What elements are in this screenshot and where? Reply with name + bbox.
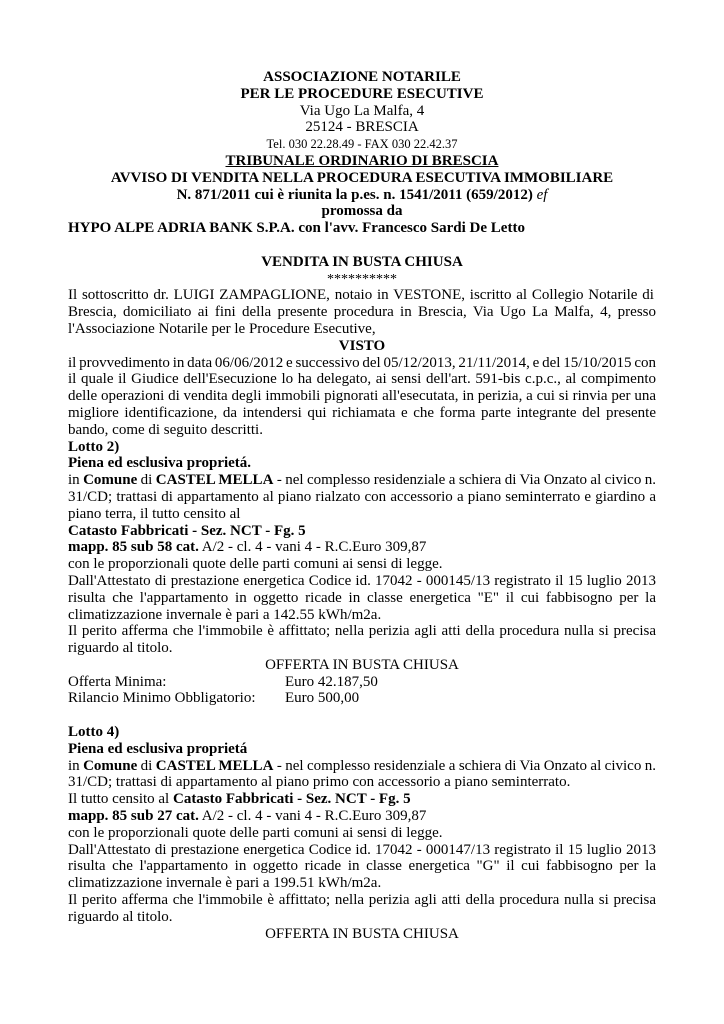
text-segment: di <box>137 757 156 774</box>
text-line-content <box>322 203 403 220</box>
text-line <box>68 153 656 170</box>
text-line-content <box>68 556 442 573</box>
text-segment: A/2 - cl. 4 - vani 4 - R.C.Euro 309,87 <box>198 808 427 825</box>
text-line <box>68 506 656 523</box>
text-line-content <box>111 170 613 187</box>
text-segment: Piena ed esclusiva proprietá. <box>68 455 252 472</box>
text-segment: 31/CD; trattasi di appartamento al piano rialzato con accessorio a piano seminterrato e giardino a <box>68 488 656 505</box>
text-line <box>68 573 656 590</box>
text-line-content <box>327 271 397 289</box>
text-segment: il quale il Giudice dell'Esecuzione lo ha delegato, ai sensi dell'art. 591-bis c.p.c., al compimento <box>68 371 656 388</box>
text-line-content <box>339 338 385 355</box>
text-line <box>68 808 656 825</box>
text-line-content <box>305 119 418 136</box>
text-line <box>68 321 656 338</box>
text-line-content <box>68 405 656 422</box>
text-segment: mapp. 85 sub 27 cat. <box>68 808 199 825</box>
text-segment: climatizzazione invernale è pari a 142.55 kWh/m2a. <box>68 606 382 623</box>
text-line <box>68 170 656 187</box>
field-label: Rilancio Minimo Obbligatorio: <box>68 690 256 707</box>
text-segment: ********** <box>327 271 397 287</box>
text-segment: Il perito afferma che l'immobile è affittato; nella perizia agli atti della procedura nulla si precisa <box>68 623 656 640</box>
text-line <box>68 439 656 456</box>
text-segment: Catasto Fabbricati - Sez. NCT - Fg. 5 <box>172 791 411 808</box>
text-segment: Comune <box>83 757 138 774</box>
text-line <box>68 690 656 707</box>
text-line-content <box>226 153 499 170</box>
text-line-content <box>300 103 424 120</box>
text-line-content <box>68 489 656 506</box>
text-line-content <box>68 607 381 624</box>
text-line <box>68 791 656 808</box>
text-line-content <box>68 640 173 657</box>
text-line <box>68 69 656 86</box>
text-line <box>68 371 656 388</box>
text-line <box>68 472 656 489</box>
text-line-content <box>68 539 426 556</box>
text-segment: Dall'Attestato di prestazione energetica Codice id. 17042 - 000145/13 registrato il 15 luglio 2013 <box>68 572 656 589</box>
text-line-content <box>68 623 656 640</box>
text-line <box>68 355 656 372</box>
text-line <box>68 842 656 859</box>
text-line-content <box>177 187 548 204</box>
text-segment: Comune <box>83 472 138 489</box>
text-segment: climatizzazione invernale è pari a 199.51 kWh/m2a. <box>68 875 382 892</box>
text-line <box>68 422 656 439</box>
text-line <box>68 287 656 304</box>
text-segment: 31/CD; trattasi di appartamento al piano primo con accessorio a piano seminterrato. <box>68 774 571 791</box>
text-segment: risulta che l'appartamento in oggetto ricade in classe energetica "E" il cui fabbisogno per la <box>68 589 656 606</box>
text-segment: Dall'Attestato di prestazione energetica Codice id. 17042 - 000147/13 registrato il 15 luglio 2013 <box>68 841 656 858</box>
text-line-content <box>68 321 376 338</box>
text-line-content <box>241 86 484 103</box>
text-segment: - nel complesso residenziale a schiera di Via Onzato al civico n. <box>273 472 656 489</box>
text-line <box>68 455 656 472</box>
text-segment: OFFERTA IN BUSTA CHIUSA <box>265 656 459 673</box>
text-segment: CASTEL MELLA <box>155 757 274 774</box>
text-line <box>68 657 656 674</box>
text-line-content <box>68 506 240 523</box>
text-segment: il provvedimento in data 06/06/2012 e successivo del 05/12/2013, 21/11/2014, e del 15/10/2015 con <box>68 354 656 371</box>
text-segment: CASTEL MELLA <box>155 472 274 489</box>
text-line-content <box>68 422 263 439</box>
text-line <box>68 875 656 892</box>
text-line <box>68 338 656 355</box>
text-line-content <box>68 472 656 489</box>
text-segment: TRIBUNALE ORDINARIO DI BRESCIA <box>225 152 499 169</box>
text-line <box>68 203 656 220</box>
text-segment: VENDITA IN BUSTA CHIUSA <box>261 253 463 270</box>
text-line-content <box>265 657 459 674</box>
text-line-content <box>68 355 656 372</box>
text-segment: mapp. 85 sub 58 cat. <box>68 539 199 556</box>
text-line-content <box>68 220 525 237</box>
text-line <box>68 858 656 875</box>
text-line <box>68 523 656 540</box>
text-line-content <box>68 674 378 691</box>
text-segment: ef <box>536 186 548 203</box>
text-line <box>68 103 656 120</box>
text-line <box>68 86 656 103</box>
field-value: Euro 42.187,50 <box>285 673 378 690</box>
text-line <box>68 271 656 288</box>
text-segment: di <box>137 472 156 489</box>
text-segment: bando, come di seguito descritti. <box>68 421 263 438</box>
text-line <box>68 187 656 204</box>
text-segment: OFFERTA IN BUSTA CHIUSA <box>265 925 459 942</box>
text-line <box>68 539 656 556</box>
text-line <box>68 892 656 909</box>
text-line <box>68 758 656 775</box>
text-line-content <box>68 439 119 456</box>
text-segment: VISTO <box>338 337 386 354</box>
text-line-content <box>68 455 251 472</box>
text-line <box>68 640 656 657</box>
text-line <box>68 909 656 926</box>
text-segment: Il sottoscritto dr. LUIGI ZAMPAGLIONE, notaio in VESTONE, iscritto al Collegio Notarile di <box>68 287 654 304</box>
text-line-content <box>267 136 458 153</box>
text-line <box>68 607 656 624</box>
text-line <box>68 556 656 573</box>
text-segment: Catasto Fabbricati - Sez. NCT - Fg. 5 <box>68 522 306 539</box>
text-segment: Il tutto censito al <box>68 791 173 808</box>
text-segment: Via Ugo La Malfa, 4 <box>299 102 425 119</box>
text-segment: con le proporzionali quote delle parti comuni ai sensi di legge. <box>68 556 443 573</box>
text-segment: Lotto 2) <box>68 438 120 455</box>
text-line-content <box>68 371 656 388</box>
text-line <box>68 724 656 741</box>
text-line <box>68 220 656 237</box>
text-segment: AVVISO DI VENDITA NELLA PROCEDURA ESECUTIVA IMMOBILIARE <box>110 169 614 186</box>
text-segment: in <box>68 472 84 489</box>
text-line-content <box>261 254 463 271</box>
text-line <box>68 741 656 758</box>
text-segment: ASSOCIAZIONE NOTARILE <box>263 69 461 85</box>
text-line-content <box>68 287 654 304</box>
text-line <box>68 707 656 724</box>
text-line-content <box>68 573 656 590</box>
text-line-content <box>68 774 570 791</box>
field-value: Euro 500,00 <box>285 690 360 707</box>
text-line-content <box>68 758 656 775</box>
text-line-content <box>68 858 656 875</box>
text-line <box>68 623 656 640</box>
text-line <box>68 136 656 153</box>
text-segment: piano terra, il tutto censito al <box>68 505 241 522</box>
text-segment: Tel. 030 22.28.49 - FAX 030 22.42.37 <box>266 137 458 152</box>
text-segment: Piena ed esclusiva proprietá <box>68 740 248 757</box>
text-line <box>68 405 656 422</box>
text-segment: - nel complesso residenziale a schiera di Via Onzato al civico n. <box>273 757 656 774</box>
text-segment: risulta che l'appartamento in oggetto ricade in classe energetica "G" il cui fabbisogno per la <box>68 858 656 875</box>
text-line <box>68 489 656 506</box>
text-line <box>68 254 656 271</box>
text-line-content <box>68 909 173 926</box>
text-segment: con le proporzionali quote delle parti comuni ai sensi di legge. <box>68 824 443 841</box>
text-segment: HYPO ALPE ADRIA BANK S.P.A. con l'avv. Francesco Sardi De Letto <box>68 220 525 237</box>
text-line <box>68 388 656 405</box>
text-segment: riguardo al titolo. <box>68 640 173 657</box>
text-line-content <box>68 842 656 859</box>
text-segment: riguardo al titolo. <box>68 908 173 925</box>
text-line-content <box>68 388 656 405</box>
text-line <box>68 237 656 254</box>
text-segment: delle operazioni di vendita degli immobili pignorati all'esecutata, in perizia, a cui si rinvia per una <box>68 388 656 405</box>
text-line <box>68 774 656 791</box>
text-line-content <box>265 926 459 943</box>
text-line <box>68 825 656 842</box>
document-page <box>68 69 656 942</box>
text-segment: Il perito afferma che l'immobile è affittato; nella perizia agli atti della procedura nulla si precisa <box>68 892 656 909</box>
text-line-content <box>68 590 656 607</box>
field-label: Offerta Minima: <box>68 673 167 690</box>
text-segment: 25124 - BRESCIA <box>305 119 419 136</box>
text-line-content <box>68 724 119 741</box>
text-line <box>68 304 656 321</box>
text-segment: migliore identificazione, da intendersi qui richiamata e che forma parte integrante del presente <box>68 404 656 421</box>
text-line-content <box>68 875 381 892</box>
text-line <box>68 674 656 691</box>
text-segment: Brescia, domiciliato ai fini della presente procedura in Brescia, Via Ugo La Malfa, 4, presso <box>68 304 656 321</box>
text-segment: Lotto 4) <box>68 724 120 741</box>
text-line-content <box>263 69 461 86</box>
text-segment: promossa da <box>321 203 403 220</box>
text-segment: l'Associazione Notarile per le Procedure Esecutive, <box>68 320 376 337</box>
text-segment: A/2 - cl. 4 - vani 4 - R.C.Euro 309,87 <box>198 539 427 556</box>
text-line <box>68 590 656 607</box>
text-line-content <box>68 808 426 825</box>
text-line-content <box>68 690 359 707</box>
text-line-content <box>68 791 411 808</box>
text-line-content <box>68 825 442 842</box>
text-line-content <box>68 523 306 540</box>
text-segment: PER LE PROCEDURE ESECUTIVE <box>240 85 484 102</box>
text-line-content <box>68 304 656 321</box>
text-line-content <box>68 741 247 758</box>
text-line-content <box>68 892 656 909</box>
text-segment: in <box>68 757 84 774</box>
text-segment: N. 871/2011 cui è riunita la p.es. n. 1541/2011 (659/2012) <box>176 186 537 203</box>
text-line <box>68 926 656 943</box>
text-line <box>68 119 656 136</box>
